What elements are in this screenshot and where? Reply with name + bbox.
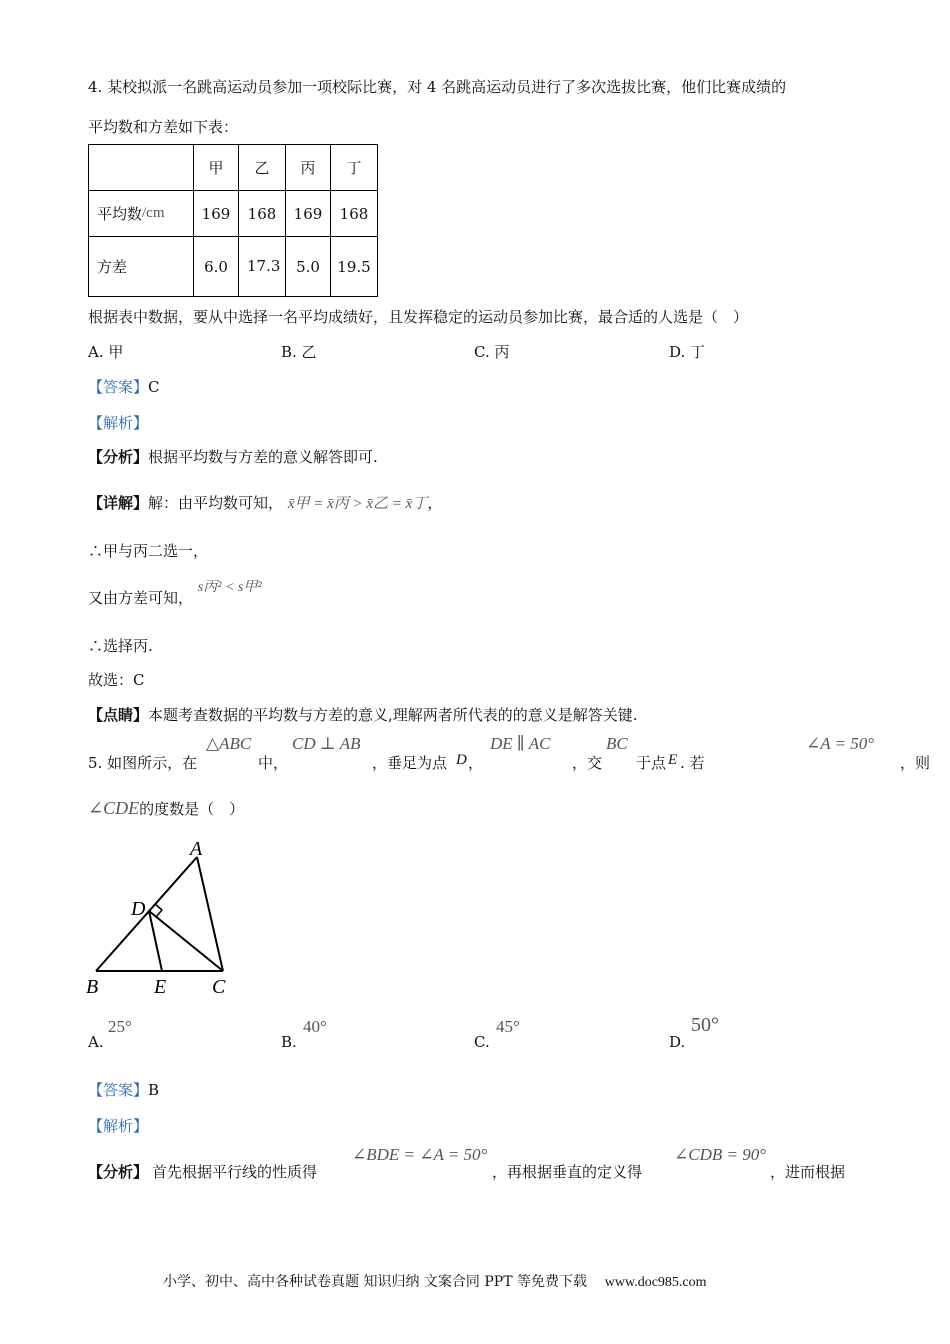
q5-p1: 5. 如图所示，在 — [88, 754, 198, 772]
q5-p4: ， — [468, 754, 484, 772]
q5-p2: 中， — [258, 754, 289, 772]
triangle-figure — [80, 835, 250, 1000]
fenxi-p3: ，进而根据 — [770, 1163, 846, 1181]
table-header-cell: 甲 — [194, 145, 239, 191]
segment-ab — [96, 857, 197, 971]
q4-answer — [88, 376, 160, 397]
table-row-label: 方差 — [89, 237, 194, 297]
detail-tag: 【详解】 — [88, 494, 149, 512]
table-cell: 5.0 — [286, 237, 331, 297]
option-letter: B. — [281, 1033, 297, 1051]
answer-tag: 【答案】 — [88, 1081, 149, 1099]
q4-stem-line1: 4. 某校拟派一名跳高运动员参加一项校际比赛，对 4 名跳高运动员进行了多次选拔比赛，他们比赛成绩的 — [88, 78, 787, 96]
q4-question: 根据表中数据，要从中选择一名平均成绩好，且发挥稳定的运动员参加比赛，最合适的人选是（ ） — [88, 308, 749, 326]
q5-m1: △ABC — [206, 734, 252, 753]
table-header-row — [89, 145, 378, 191]
label-d: D — [131, 898, 146, 920]
table-cell: 17.3 — [239, 237, 286, 297]
label-b: B — [86, 976, 99, 998]
fenxi-m2: ∠CDB = 90° — [674, 1145, 767, 1164]
q5-p3: ，垂足为点 — [372, 754, 448, 772]
dianjing-text: 本题考查数据的平均数与方差的意义,理解两者所代表的的意义是解答关键. — [148, 706, 638, 724]
fenxi-tag: 【分析】 — [88, 448, 149, 466]
q4-fenxi — [88, 446, 378, 467]
q5-m6: ∠CDE — [88, 798, 140, 818]
mean-label: 平均数 — [97, 205, 143, 223]
detail-prefix: 解：由平均数可知， — [148, 494, 284, 512]
fenxi-text: 根据平均数与方差的意义解答即可. — [148, 448, 378, 466]
q4-choose: 故选：C — [88, 671, 145, 689]
q5-stem-line2 — [88, 798, 244, 819]
q5-p7: . 若 — [680, 754, 705, 772]
option-value: 40° — [303, 1017, 327, 1036]
table-cell: 168 — [331, 191, 378, 237]
table-row-variance — [89, 237, 378, 297]
q5-p9: 的度数是（ ） — [139, 800, 245, 818]
label-e: E — [154, 976, 167, 998]
q5-m4: BC — [606, 734, 628, 753]
mean-unit: /cm — [142, 205, 165, 221]
q5-p8: ，则 — [900, 754, 931, 772]
q5-analysis-tag: 【解析】 — [88, 1117, 149, 1135]
label-a: A — [190, 838, 203, 860]
footer-site[interactable]: www.doc985.com — [604, 1275, 707, 1290]
q5-p5: ，交 — [572, 754, 603, 772]
table-header-cell: 乙 — [239, 145, 286, 191]
table-cell: 169 — [194, 191, 239, 237]
q5-answer — [88, 1079, 159, 1100]
q4-step3 — [88, 580, 262, 608]
table-header-cell: 丁 — [331, 145, 378, 191]
option-letter: D. — [669, 1033, 686, 1051]
table-row-label — [89, 191, 194, 237]
fenxi-m1: ∠BDE = ∠A = 50° — [352, 1145, 488, 1164]
q4-step2: ∴甲与丙二选一， — [88, 542, 209, 560]
answer-value: B — [148, 1081, 160, 1099]
table-cell: 168 — [239, 191, 286, 237]
table-cell: 19.5 — [331, 237, 378, 297]
fenxi-tag: 【分析】 — [88, 1163, 149, 1181]
right-angle-mark — [155, 904, 162, 917]
q5-p6: 于点 — [636, 754, 667, 772]
q4-option-a: A. 甲 — [88, 343, 124, 361]
table-cell: 6.0 — [194, 237, 239, 297]
detail-math: x̄甲 = x̄丙 > x̄乙 = x̄丁 — [287, 496, 428, 512]
answer-value: C — [148, 378, 160, 396]
q4-step4: ∴选择丙. — [88, 637, 153, 655]
q4-option-d: D. 丁 — [669, 343, 706, 361]
fenxi-p1: 首先根据平行线的性质得 — [152, 1163, 318, 1181]
table-header-empty — [89, 145, 194, 191]
q4-analysis-tag: 【解析】 — [88, 414, 149, 432]
q5-pD: D — [456, 752, 467, 768]
q4-option-c: C. 丙 — [474, 343, 510, 361]
footer-text: 小学、初中、高中各种试卷真题 知识归纳 文案合同 PPT 等免费下载 — [163, 1274, 587, 1290]
stats-table — [88, 144, 378, 297]
table-cell: 169 — [286, 191, 331, 237]
q5-m2: CD ⊥ AB — [292, 734, 361, 753]
option-value: 45° — [496, 1017, 520, 1036]
option-value: 50° — [691, 1014, 719, 1036]
option-letter: C. — [474, 1033, 490, 1051]
table-header-cell: 丙 — [286, 145, 331, 191]
table-row-mean — [89, 191, 378, 237]
q5-pE: E — [668, 752, 678, 768]
detail-suffix: ， — [427, 494, 443, 512]
q4-stem-line2: 平均数和方差如下表： — [88, 118, 239, 136]
answer-tag: 【答案】 — [88, 378, 149, 396]
option-letter: A. — [88, 1033, 104, 1051]
label-c: C — [212, 976, 226, 998]
q4-detail — [88, 492, 442, 513]
step3-math: s丙² < s甲² — [197, 580, 262, 595]
q4-dianjing — [88, 704, 638, 725]
footer — [163, 1271, 707, 1291]
q5-m5: ∠A = 50° — [806, 734, 875, 753]
q4-option-b: B. 乙 — [281, 343, 317, 361]
option-value: 25° — [108, 1017, 132, 1036]
fenxi-p2: ，再根据垂直的定义得 — [492, 1163, 643, 1181]
dianjing-tag: 【点睛】 — [88, 706, 149, 724]
step3-prefix: 又由方差可知， — [88, 589, 194, 607]
q5-m3: DE ∥ AC — [490, 734, 551, 753]
